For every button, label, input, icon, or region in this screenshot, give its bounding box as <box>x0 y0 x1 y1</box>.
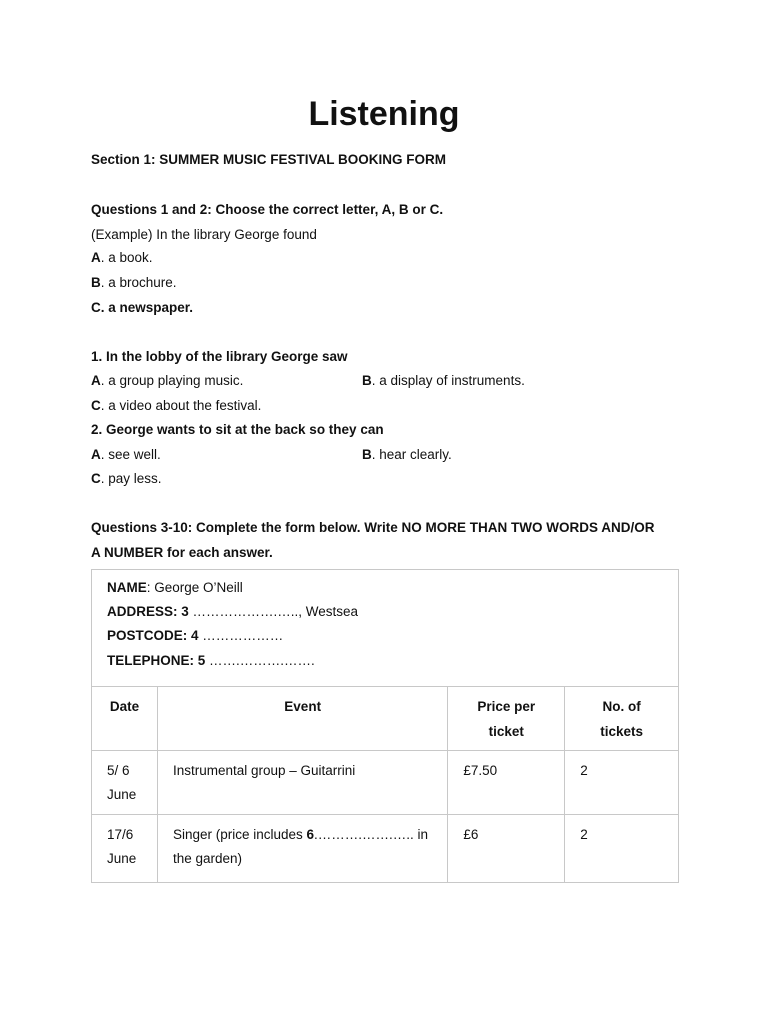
header-tickets <box>565 687 679 751</box>
page-title: Listening <box>308 95 460 133</box>
q310-instruction-line2: A NUMBER for each answer. <box>91 545 273 560</box>
address-question-number: : 3 <box>173 604 189 619</box>
q2-option-a <box>91 446 161 464</box>
option-letter: A <box>91 250 101 265</box>
option-letter: B <box>362 373 372 388</box>
event-blank: .……….…….….. in <box>314 827 429 842</box>
option-letter: A <box>91 447 101 462</box>
header-price-line1: Price per <box>477 699 536 714</box>
option-letter: B <box>91 275 101 290</box>
q2-option-b <box>362 446 452 464</box>
postcode-blank: ……………… <box>198 628 284 643</box>
row-date <box>92 751 158 815</box>
form-details-row <box>92 570 679 687</box>
option-text: . a book. <box>100 250 153 265</box>
option-text: . a video about the festival. <box>100 398 262 413</box>
option-text: . a group playing music. <box>100 373 244 388</box>
telephone-question-number: : 5 <box>189 653 206 668</box>
table-row <box>92 751 679 815</box>
date-line2: June <box>107 787 137 802</box>
table-header-row <box>92 687 679 751</box>
row-tickets <box>565 751 679 815</box>
address-blank: ……………….….., Westsea <box>188 604 359 619</box>
q1-option-b <box>362 372 525 390</box>
row-event <box>157 751 447 815</box>
option-text: . a display of instruments. <box>371 373 525 388</box>
option-text: . a brochure. <box>100 275 177 290</box>
postcode-label: POSTCODE <box>107 628 183 643</box>
telephone-label: TELEPHONE <box>107 653 190 668</box>
address-field <box>107 603 358 621</box>
name-label: NAME <box>107 580 147 595</box>
option-letter: C <box>91 398 101 413</box>
tickets-value: 2 <box>580 827 588 842</box>
telephone-field <box>107 652 315 670</box>
booking-form-table <box>91 569 679 883</box>
date-line2: June <box>107 851 137 866</box>
q1-option-a <box>91 372 243 390</box>
postcode-question-number: : 4 <box>182 628 199 643</box>
option-text: . hear clearly. <box>371 447 452 462</box>
row-tickets <box>565 815 679 883</box>
row-price <box>448 751 565 815</box>
table-row <box>92 815 679 883</box>
header-date-label: Date <box>109 699 140 714</box>
example-option-b <box>91 274 177 292</box>
example-stem: (Example) In the library George found <box>91 227 317 242</box>
header-tickets-line1: No. of <box>602 699 641 714</box>
q1-stem: 1. In the lobby of the library George saw <box>91 349 348 364</box>
date-line1: 5/ 6 <box>107 763 130 778</box>
address-label: ADDRESS <box>107 604 174 619</box>
header-event <box>157 687 447 751</box>
event-text: Instrumental group – Guitarrini <box>172 763 356 778</box>
option-text: . pay less. <box>100 471 162 486</box>
option-letter: C <box>91 471 101 486</box>
price-value: £7.50 <box>463 763 498 778</box>
event-text: Singer (price includes <box>172 827 307 842</box>
postcode-field <box>107 627 283 645</box>
header-price <box>448 687 565 751</box>
q1-option-c <box>91 397 261 415</box>
example-option-c-answer: C. a newspaper. <box>91 300 194 315</box>
q310-instruction-line1: Questions 3-10: Complete the form below. Write NO MORE THAN TWO WORDS AND/OR <box>91 520 655 535</box>
name-value: : George O’Neill <box>146 580 243 595</box>
row-price <box>448 815 565 883</box>
q2-stem: 2. George wants to sit at the back so they can <box>91 422 384 437</box>
row-date <box>92 815 158 883</box>
event-text-line2: the garden) <box>172 851 243 866</box>
tickets-value: 2 <box>580 763 588 778</box>
header-tickets-line2: tickets <box>600 724 643 739</box>
header-price-line2: ticket <box>488 724 524 739</box>
header-event-label: Event <box>284 699 322 714</box>
date-line1: 17/6 <box>107 827 134 842</box>
form-details-cell <box>92 570 679 687</box>
option-letter: A <box>91 373 101 388</box>
row-event <box>157 815 447 883</box>
section-heading: Section 1: SUMMER MUSIC FESTIVAL BOOKING FORM <box>91 152 447 167</box>
q12-instruction: Questions 1 and 2: Choose the correct letter, A, B or C. <box>91 202 444 217</box>
option-text: . see well. <box>100 447 161 462</box>
telephone-blank: …….……….……. <box>205 653 315 668</box>
example-option-a <box>91 249 153 267</box>
option-letter: B <box>362 447 372 462</box>
header-date <box>92 687 158 751</box>
price-value: £6 <box>463 827 479 842</box>
q2-option-c <box>91 470 162 488</box>
event-question-number: 6 <box>306 827 315 842</box>
name-field <box>107 579 243 597</box>
